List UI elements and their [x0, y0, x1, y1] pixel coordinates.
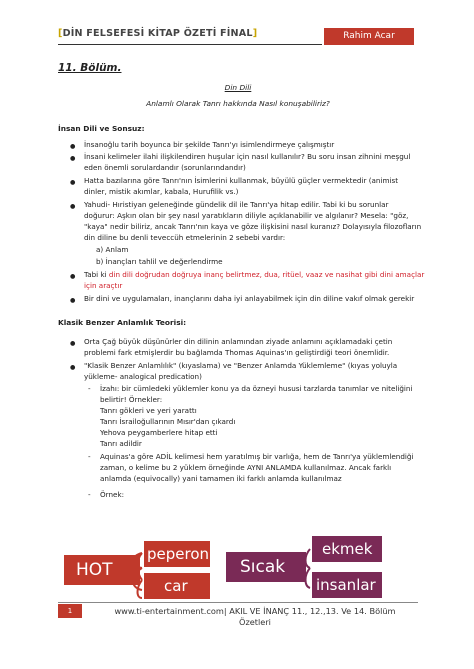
text-line: Yahudi- Hıristiyan geleneğinde gündelik dil ile Tanrı'ya hitap edilir. Tabi ki bu sorunlar	[84, 200, 389, 209]
chapter-heading: 11. Bölüm.	[58, 62, 122, 74]
bracket-open: [	[58, 28, 63, 39]
text-line: İzahı: bir cümledeki yüklemler konu ya da özneyi hususi tarzlarda tanımlar ve niteliğini	[100, 384, 413, 393]
text-line: "Klasik Benzer Anlamlılık" (kıyaslama) ve "Benzer Anlamda Yüklemleme" (kıyas yoluyla	[84, 361, 398, 370]
text-line: problemi fark etmişlerdir bu bağlamda Thomas Aquinas'ın geliştirdiği teori önemlidir.	[84, 348, 390, 357]
text-line: Orta Çağ büyük düşünürler din dilinin anlamından ziyade anlamını açıklamadaki çetin	[84, 337, 393, 346]
text-line: İnsani kelimeler ilahi ilişkilendiren huşular için nasıl kullanılır? Bu soru insan zihnini meşgul	[84, 152, 411, 161]
footer-divider	[58, 602, 418, 603]
bullet-dot: ●	[70, 297, 76, 304]
dash-marker: -	[88, 490, 91, 499]
car-box: car	[144, 573, 210, 599]
section-title: Din Dili	[224, 83, 252, 92]
ekmek-box: ekmek	[312, 536, 382, 562]
text-line: anlamda (equivocally) yani tamamen iki farklı anlamda kullanılmaz	[100, 474, 342, 483]
text-line: belirtir! Örnekler:	[100, 395, 163, 404]
text-line: Tanrı İsrailoğullarının Mısır'dan çıkardı	[100, 417, 236, 426]
dash-marker: -	[88, 452, 91, 461]
text-line: Yehova peygamberlere hitap etti	[100, 428, 218, 437]
text-line: Aquinas'a göre ADİL kelimesi hem yaratılmış bir varlığa, hem de Tanrı'ya yüklemlendiği	[100, 452, 414, 461]
footer-text	[94, 606, 416, 628]
bullet-dot: ●	[70, 143, 76, 150]
bullet-dot: ●	[70, 179, 76, 186]
footer-line: www.ti-entertainment.com| AKIL VE İNANÇ 11., 12.,13. Ve 14. Bölüm	[114, 606, 396, 616]
footer-line: Özetleri	[239, 617, 271, 627]
connector-line	[306, 568, 311, 588]
header-title-text: DİN FELSEFESİ KİTAP ÖZETİ FİNAL	[62, 28, 253, 39]
bullet-dot: ●	[70, 273, 76, 280]
dash-marker: -	[88, 384, 91, 393]
bracket-close: ]	[252, 28, 258, 39]
text-highlight: din dili doğrudan doğruya inanç belirtmez, dua, ritüel, vaaz ve nasihat gibi dini amaçlar	[108, 270, 425, 279]
text-normal: Tabi ki	[84, 270, 109, 279]
insanlar-box: insanlar	[312, 572, 382, 598]
text-line: zaman, o kelime bu 2 yüklem örneğinde AYNI ANLAMDA kullanılmaz. Ancak farklı	[100, 463, 392, 472]
header-author: Rahim Acar	[324, 28, 414, 45]
section2-heading: Klasik Benzer Anlamlık Teorisi:	[58, 318, 187, 327]
text-line: eden önemli sorulardandır (sorunlarındandır)	[84, 163, 246, 172]
page-number: 1	[58, 604, 82, 618]
bullet-dot: ●	[70, 364, 76, 371]
text-line: Tanrı gökleri ve yeri yarattı	[100, 406, 197, 415]
connector-line	[306, 549, 311, 568]
text-line: b) İnançları tahlil ve değerlendirme	[96, 257, 223, 266]
text-line: din diline bu denli teveccüh etmelerinin 2 sebebi vardır:	[84, 233, 286, 242]
text-line: "kaya" nedir biliriz, ancak Tanrı'nın kaya ve göze ilişkisini nasıl kuranız? Dolayısıyla filozofların	[84, 222, 422, 231]
bullet-dot: ●	[70, 340, 76, 347]
bullet-dot: ●	[70, 203, 76, 210]
hot-box: HOT	[64, 555, 140, 585]
section-subtitle: Anlamlı Olarak Tanrı hakkında Nasıl konuşabiliriz?	[146, 99, 330, 108]
text-line: Tanrı adildir	[100, 439, 142, 448]
text-line: Örnek:	[100, 490, 125, 499]
peperoni-box: peperoni	[144, 541, 210, 567]
bullet-dot: ●	[70, 155, 76, 162]
text-line: İnsanoğlu tarih boyunca bir şekilde Tanrı'yı isimlendirmeye çalışmıştır	[84, 140, 335, 149]
text-line: Bir dini ve uygulamaları, inançlarını daha iyi anlayabilmek için din diline vakıf olmak gerekir	[84, 294, 415, 303]
text-line: için araçtır	[84, 281, 123, 290]
text-line: Hatta bazılarına göre Tanrı'nın İsimlerini kullanmak, büyülü güçler vermektedir (animist	[84, 176, 399, 185]
section1-heading: İnsan Dili ve Sonsuz:	[58, 124, 145, 133]
text-line: dinler, mistik akımlar, kabala, Hurufilik vs.)	[84, 187, 239, 196]
text-line: a) Anlam	[96, 245, 129, 254]
text-line: doğurur: Aşkın olan bir şey nasıl yaratıkların diliyle açıklanabilir ve algılanır? Mesela: "göz,	[84, 211, 409, 220]
text-line: yükleme- analogical predication)	[84, 372, 202, 381]
sicak-box: Sıcak	[226, 552, 306, 582]
